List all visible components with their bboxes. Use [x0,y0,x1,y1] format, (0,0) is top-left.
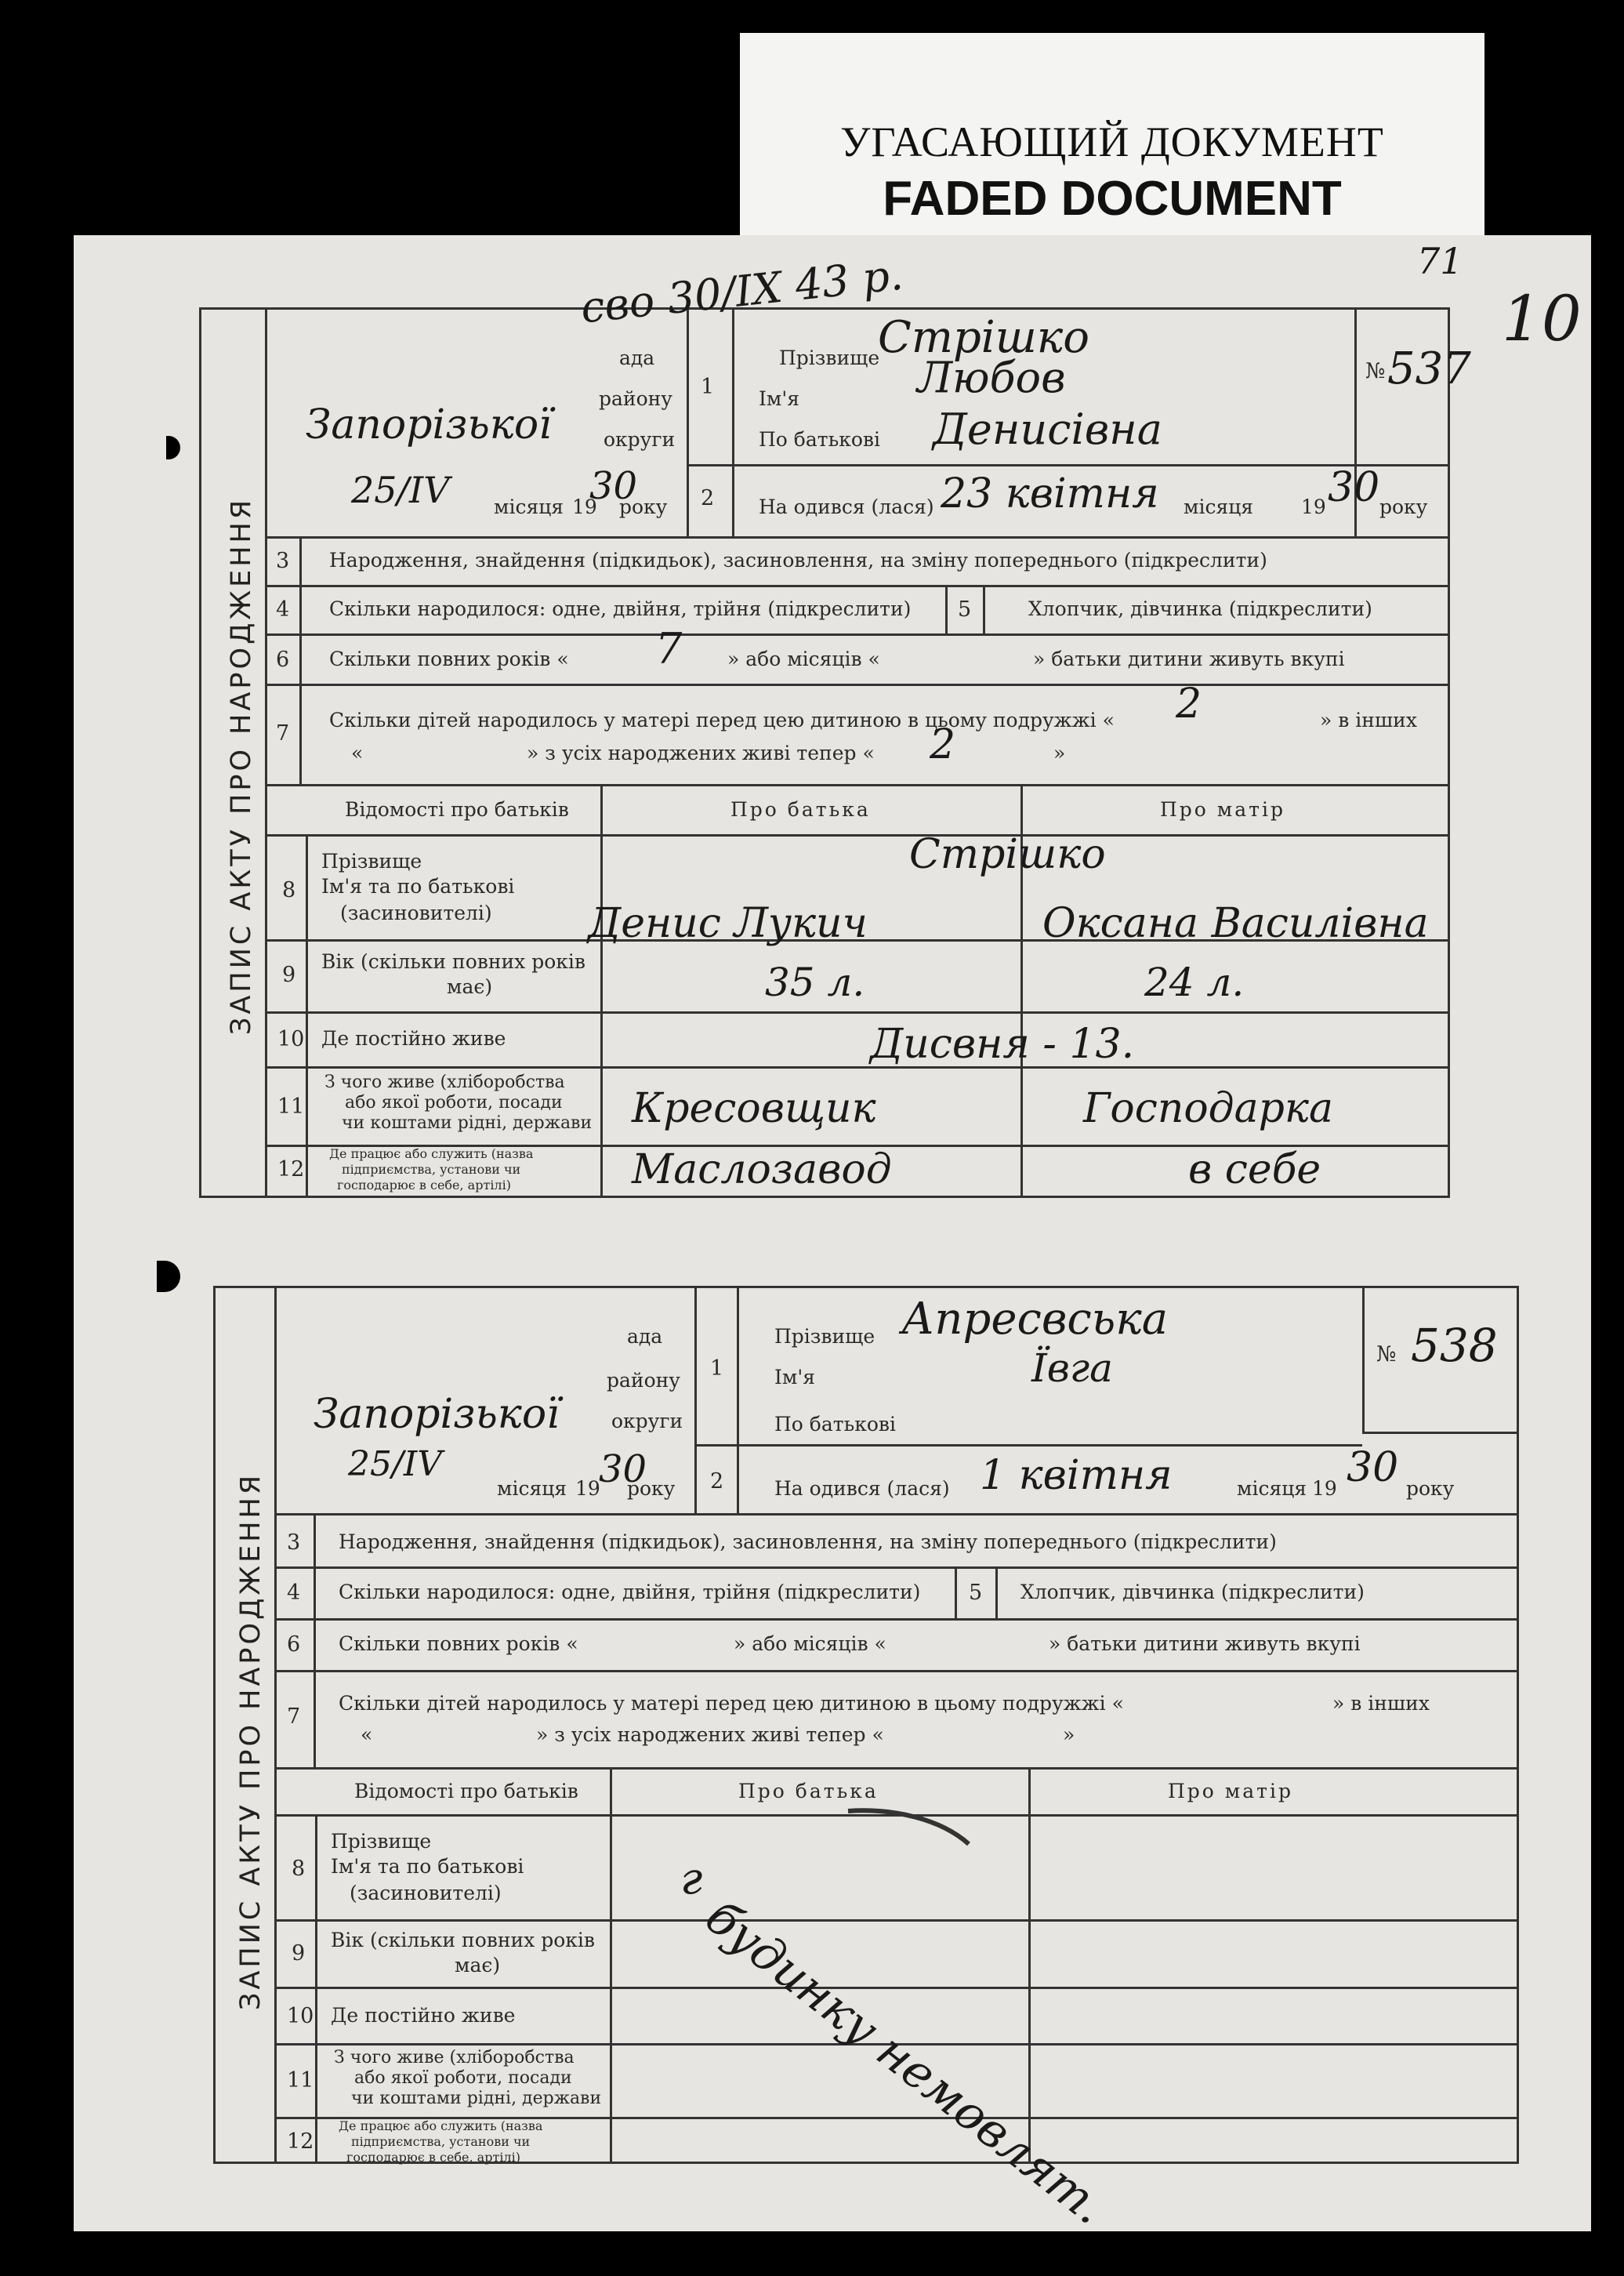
record2-okrug: Запорізької [314,1391,560,1438]
record1-row6a: Скільки повних років « [329,648,569,670]
record2-rownum-11: 11 [287,2068,314,2093]
record2-parents-info-header: Відомості про батьків [354,1780,578,1802]
record1-about-father-header: Про батька [730,798,871,821]
record1-roku-label: року [619,495,668,518]
record1-misiatsia-label: місяця [494,495,564,518]
record2-rownum-3: 3 [287,1530,301,1555]
record1-years-together: 7 [655,624,683,673]
record2-diagonal-note: будинку немовлят. [694,1889,1117,2236]
record1-mother-occupation: Господарка [1083,1085,1333,1132]
record2-row12a: Де працює або служить (назва [339,2118,543,2133]
ink-stroke [846,1803,972,1850]
record1-birth-year: 30 [1328,464,1380,511]
record1-top-note: сво 30/IX 43 р. [578,249,905,333]
record1-rownum-9: 9 [282,963,296,987]
record2-row7a: Скільки дітей народилось у матері перед цею дитиною в цьому подружжі « [339,1692,1124,1715]
record2-row11a: З чого живе (хліборобства [334,2048,575,2067]
record1-children-this-marriage: 2 [1176,681,1202,728]
record1-row6b: » або місяців « [727,648,880,670]
record2-number: 538 [1411,1319,1498,1372]
record1-rownum-11: 11 [277,1094,305,1119]
record1-okrugy-label: округи [604,428,676,451]
record1-row12b: підприємства, установи чи [342,1162,521,1177]
record1-name-label: Ім'я [759,387,799,410]
record1-raionu-label: району [599,387,672,410]
record1-row3-text: Народження, знайдення (підкидьок), засиновлення, на зміну попереднього (підкреслити) [329,549,1267,572]
record1-row9b: має) [447,975,493,998]
record2-row11c: чи коштами рідні, держави [351,2089,602,2108]
record2-about-mother-header: Про матір [1168,1780,1293,1802]
record2-rownum-6: 6 [287,1632,301,1657]
record2-row10: Де постійно живе [331,2004,516,2027]
record1-rownum-3: 3 [276,549,290,573]
record1-rownum-12: 12 [277,1157,305,1182]
record1-patronymic: Денисівна [933,405,1162,454]
record1-father-occupation: Кресовщик [632,1085,876,1132]
record1-father-age: 35 л. [765,960,865,1005]
record2-no-label: № [1376,1342,1397,1367]
record1-row7e: » [1053,742,1066,764]
record2-rownum-7: 7 [287,1704,301,1729]
record1-misiatsia2-label: місяця [1184,495,1254,518]
record2-row7c: « [361,1723,373,1746]
record2-row9a: Вік (скільки повних років [331,1929,595,1951]
record1-row10: Де постійно живе [321,1027,506,1050]
record2-reg-year: 30 [599,1447,647,1491]
record1-rownum-5: 5 [958,597,972,622]
record2-row11b: або якої роботи, посади [354,2068,572,2088]
record2-raionu-label: району [607,1369,680,1392]
record1-surname: Стрішко [878,312,1089,363]
record2-patronymic-label: По батькові [774,1413,896,1436]
record2-row6b: » або місяців « [734,1632,886,1655]
record2-misiatsia2-label: місяця [1237,1477,1307,1500]
record2-row12c: господарює в себе, артілі) [346,2150,520,2165]
record1-roku2-label: року [1379,495,1428,518]
record1-reg-year: 30 [589,464,638,508]
page-number: 71 [1417,240,1463,282]
record1-parents-surname: Стрішко [909,831,1106,878]
record1-children-alive: 2 [930,721,956,768]
record1-rownum-1: 1 [701,375,715,399]
record2-rownum-5: 5 [969,1581,983,1605]
record2-name: Ївга [1031,1345,1113,1391]
record2-surname: Апресвська [901,1294,1169,1345]
record2-about-father-header: Про батька [738,1780,879,1802]
record2-year2-prefix: 19 [1312,1477,1337,1500]
record1-father-work: Маслозавод [632,1146,892,1193]
record1-row4-text: Скільки народилося: одне, двійня, трійня (підкреслити) [329,597,912,620]
record1-rownum-2: 2 [701,486,715,510]
record2-row3-text: Народження, знайдення (підкидьок), засиновлення, на зміну попереднього (підкреслити) [339,1530,1277,1553]
record2-roku-label: року [627,1477,676,1500]
record2-birth-day: 1 квітня [980,1452,1173,1499]
record1-row8a: Прізвище [321,850,422,873]
faded-label-russian: УГАСАЮЩИЙ ДОКУМЕНТ [840,118,1384,165]
record1-row8c: (засиновителі) [340,902,492,924]
record1-row11a: З чого живе (хліборобства [324,1073,565,1092]
faded-document-label [740,33,1484,243]
record1-row12a: Де працює або служить (назва [329,1146,534,1161]
record2-married-label: На одився (лася) [774,1477,950,1500]
record2-surname-label: Прізвище [774,1325,875,1348]
record2-row9b: має) [455,1954,501,1977]
record1-row7d: » з усіх народжених живі тепер « [527,742,875,764]
record2-misiatsia-label: місяця [497,1477,567,1500]
record2-rada-label: ада [627,1325,663,1348]
record2-okrugy-label: округи [611,1410,683,1432]
record2-rownum-12: 12 [287,2129,314,2154]
record2-row8c: (засиновителі) [350,1882,502,1904]
record1-birth-day: 23 квітня [941,470,1159,517]
record2-rownum-4: 4 [287,1581,301,1605]
record1-row5-text: Хлопчик, дівчинка (підкреслити) [1028,597,1372,620]
record1-name: Любов [917,353,1066,402]
record1-mother-name: Оксана Василівна [1042,900,1429,947]
record2-note-letter: г [680,1853,703,1904]
record1-row8b: Ім'я та по батькові [321,875,515,898]
record2-row6c: » батьки дитини живуть вкупі [1049,1632,1361,1655]
record1-no-label: № [1365,359,1386,383]
record1-rownum-6: 6 [276,648,290,672]
record2-row4-text: Скільки народилося: одне, двійня, трійня (підкреслити) [339,1581,921,1603]
record1-rownum-10: 10 [277,1027,305,1051]
record1-corner-mark: 10 [1502,282,1582,355]
record2-rownum-9: 9 [292,1941,306,1966]
record1-row12c: господарює в себе, артілі) [337,1178,511,1192]
record2-roku2-label: року [1406,1477,1455,1500]
record2-rownum-1: 1 [710,1356,724,1381]
record1-rownum-4: 4 [276,597,290,622]
record1-row7c: « [351,742,364,764]
record2-row8b: Ім'я та по батькові [331,1855,524,1878]
record1-number: 537 [1387,343,1471,394]
record1-residence: Дисвня - 13. [870,1021,1135,1068]
record1-rada-label: ада [619,347,655,369]
record1-about-mother-header: Про матір [1160,798,1285,821]
record1-row9a: Вік (скільки повних років [321,950,585,973]
record2-rownum-8: 8 [292,1857,306,1881]
record1-row7a: Скільки дітей народилось у матері перед цею дитиною в цьому подружжі « [329,709,1115,731]
record1-married-label: На одився (лася) [759,495,934,518]
record1-surname-label: Прізвище [779,347,880,369]
record2-row7d: » з усіх народжених живі тепер « [536,1723,884,1746]
record2-row7e: » [1063,1723,1075,1746]
record2-row12b: підприємства, установи чи [351,2134,531,2149]
record2-reg-day: 25/IV [348,1444,442,1484]
record2-rownum-2: 2 [710,1469,724,1494]
record2-row5-text: Хлопчик, дівчинка (підкреслити) [1020,1581,1365,1603]
record2-name-label: Ім'я [774,1366,815,1388]
record1-year-prefix: 19 [572,495,597,518]
record1-row11b: або якої роботи, посади [345,1093,563,1113]
record2-row6a: Скільки повних років « [339,1632,578,1655]
record1-okrug: Запорізької [306,401,552,448]
record2-birth-year: 30 [1347,1444,1399,1491]
record2-year-prefix: 19 [575,1477,600,1500]
record2-rownum-10: 10 [287,2004,314,2028]
record1-patronymic-label: По батькові [759,428,880,451]
record1-row11c: чи коштами рідні, держави [342,1113,593,1133]
record1-mother-age: 24 л. [1144,960,1245,1005]
record1-reg-day: 25/IV [351,469,450,511]
record1-rownum-8: 8 [282,878,296,902]
record2-row8a: Прізвище [331,1830,432,1853]
record1-father-name: Денис Лукич [588,900,868,947]
record1-rownum-7: 7 [276,721,290,746]
record1-parents-info-header: Відомості про батьків [345,798,569,821]
faded-label-english: FADED DOCUMENT [883,172,1342,226]
record1-side-title: ЗАПИС АКТУ ПРО НАРОДЖЕННЯ [226,496,257,1035]
record1-year2-prefix: 19 [1301,495,1326,518]
record1-mother-work: в себе [1188,1146,1321,1193]
record1-row7b: » в інших [1320,709,1417,731]
record2-row7b: » в інших [1332,1692,1430,1715]
record1-row6c: » батьки дитини живуть вкупі [1033,648,1345,670]
record2-side-title: ЗАПИС АКТУ ПРО НАРОДЖЕННЯ [235,1472,266,2010]
